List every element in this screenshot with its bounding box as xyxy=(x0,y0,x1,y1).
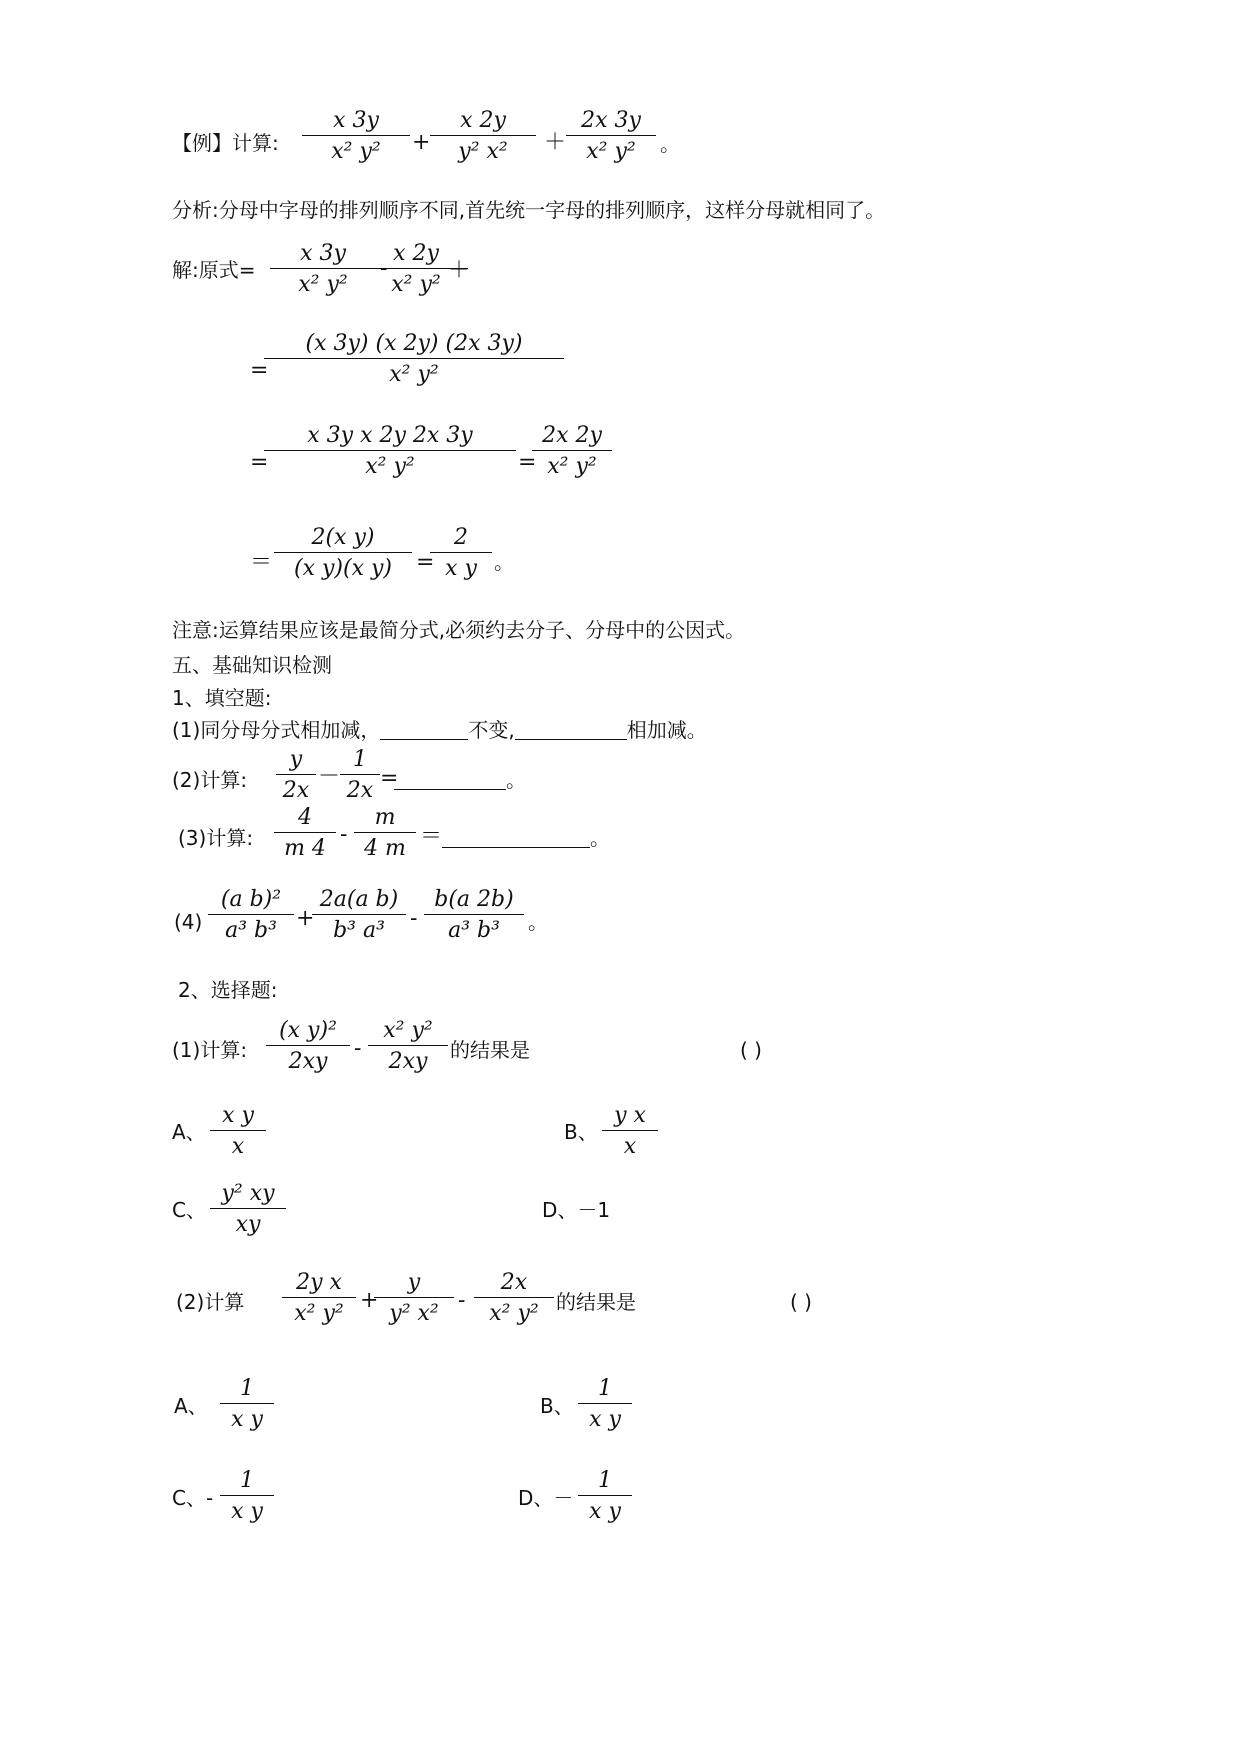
choice-title: 2、选择题: xyxy=(178,978,278,1002)
answer-blank[interactable] xyxy=(515,738,627,740)
op-equals: ＝ xyxy=(420,824,443,849)
q1-3-fraction-1: 4 m 4 xyxy=(274,810,336,854)
q2-1-fraction-2: x² y² 2xy xyxy=(368,1022,448,1068)
q1-4-fraction-3: b(a 2b) a³ b³ xyxy=(424,890,524,938)
example-fraction-3: 2x 3y x² y² xyxy=(566,115,656,155)
answer-paren[interactable]: ( ) xyxy=(740,1038,762,1062)
option-b-fraction: y x x xyxy=(602,1108,658,1152)
q2-2-fraction-2: y y² x² xyxy=(374,1274,454,1320)
option-c-fraction: y² xy xy xyxy=(210,1186,286,1230)
fill-blank-title: 1、填空题: xyxy=(172,686,272,710)
q2-2-prefix: (2)计算 xyxy=(176,1290,245,1314)
example-fraction-1: x 3y x² y² xyxy=(302,115,410,155)
solution-fraction-1: x 3y x² y² xyxy=(270,248,376,288)
q1-3-prefix: (3)计算: xyxy=(178,826,254,850)
op-minus: － xyxy=(318,764,341,789)
op-plus: ＋ xyxy=(448,258,471,283)
option-a-label[interactable]: A、 xyxy=(172,1120,206,1144)
option-d-label[interactable]: D、－ xyxy=(518,1486,574,1510)
op-plus: + xyxy=(412,130,431,155)
answer-paren[interactable]: ( ) xyxy=(790,1290,812,1314)
example-fraction-2: x 2y y² x² xyxy=(430,115,536,155)
q1-2-fraction-2: 1 2x xyxy=(340,752,380,796)
solution-fraction-5: 2x 2y x² y² xyxy=(532,420,612,480)
q1-1-suffix: 相加减。 xyxy=(626,718,707,742)
option-d-fraction: 1 x y xyxy=(578,1472,632,1518)
q1-3-fraction-2: m 4 m xyxy=(354,810,416,854)
q2-1-prefix: (1)计算: xyxy=(172,1038,248,1062)
option-a-fraction: 1 x y xyxy=(220,1380,274,1426)
example-heading: 【例】计算: xyxy=(172,131,279,155)
op-equals: = xyxy=(380,766,399,791)
op-equals: ＝ xyxy=(250,550,273,575)
q1-3-answer: 。 xyxy=(442,828,610,848)
q2-1-suffix: 的结果是 xyxy=(450,1038,530,1062)
punct-period: 。 xyxy=(660,132,680,156)
q1-1-prefix: (1)同分母分式相加减， xyxy=(172,718,381,742)
option-d-text: －1 xyxy=(577,1198,611,1222)
op-minus: - xyxy=(380,256,388,281)
op-minus: - xyxy=(458,1288,466,1313)
q1-1 xyxy=(172,720,707,740)
option-a-fraction: x y x xyxy=(210,1108,266,1152)
op-equals: = xyxy=(416,550,435,575)
solution-fraction-4: x 3y x 2y 2x 3y x² y² xyxy=(264,420,516,480)
section-title: 五、基础知识检测 xyxy=(172,653,332,677)
option-b-label[interactable]: B、 xyxy=(540,1394,574,1418)
option-d-label[interactable]: D、－1 xyxy=(542,1198,611,1222)
op-minus: - xyxy=(410,906,418,931)
op-equals: = xyxy=(250,358,269,383)
q2-2-fraction-3: 2x x² y² xyxy=(474,1274,554,1320)
op-equals: = xyxy=(250,450,269,475)
q2-2-suffix: 的结果是 xyxy=(556,1290,636,1314)
answer-blank[interactable] xyxy=(394,788,506,790)
op-plus: + xyxy=(296,906,315,931)
note-text: 注意:运算结果应该是最简分式,必须约去分子、分母中的公因式。 xyxy=(172,618,746,642)
op-plus: + xyxy=(360,1288,379,1313)
q1-1-mid: 不变, xyxy=(468,718,515,742)
analysis-text: 分析:分母中字母的排列顺序不同,首先统一字母的排列顺序，这样分母就相同了。 xyxy=(172,198,886,222)
op-minus: - xyxy=(340,822,348,847)
option-a-label[interactable]: A、 xyxy=(174,1394,208,1418)
solution-fraction-3: (x 3y) (x 2y) (2x 3y) x² y² xyxy=(264,330,564,386)
option-c-fraction: 1 x y xyxy=(220,1472,274,1518)
solution-label: 解:原式= xyxy=(172,258,256,282)
q1-2-fraction-1: y 2x xyxy=(276,752,316,796)
solution-fraction-6: 2(x y) (x y)(x y) xyxy=(274,520,412,584)
q1-4-fraction-1: (a b)² a³ b³ xyxy=(208,890,294,938)
op-minus: - xyxy=(354,1036,362,1061)
q1-4-prefix: (4) xyxy=(174,910,203,934)
answer-blank[interactable] xyxy=(442,846,590,848)
option-b-label[interactable]: B、 xyxy=(564,1120,598,1144)
q1-4-fraction-2: 2a(a b) b³ a³ xyxy=(312,890,406,938)
punct-period: 。 xyxy=(528,910,548,934)
option-c-label[interactable]: C、- xyxy=(172,1486,214,1510)
option-b-fraction: 1 x y xyxy=(578,1380,632,1426)
solution-fraction-2: x 2y x² y² xyxy=(364,248,468,288)
answer-blank[interactable] xyxy=(380,738,468,740)
q2-2-fraction-1: 2y x x² y² xyxy=(282,1274,356,1320)
solution-fraction-7: 2 x y xyxy=(430,520,492,584)
op-equals: = xyxy=(518,450,537,475)
q2-1-fraction-1: (x y)² 2xy xyxy=(266,1022,350,1068)
punct-period: 。 xyxy=(494,550,514,574)
q1-2-answer: 。 xyxy=(394,770,526,790)
q1-2-prefix: (2)计算: xyxy=(172,768,248,792)
option-c-label[interactable]: C、 xyxy=(172,1198,206,1222)
op-plus: ＋ xyxy=(544,130,567,155)
